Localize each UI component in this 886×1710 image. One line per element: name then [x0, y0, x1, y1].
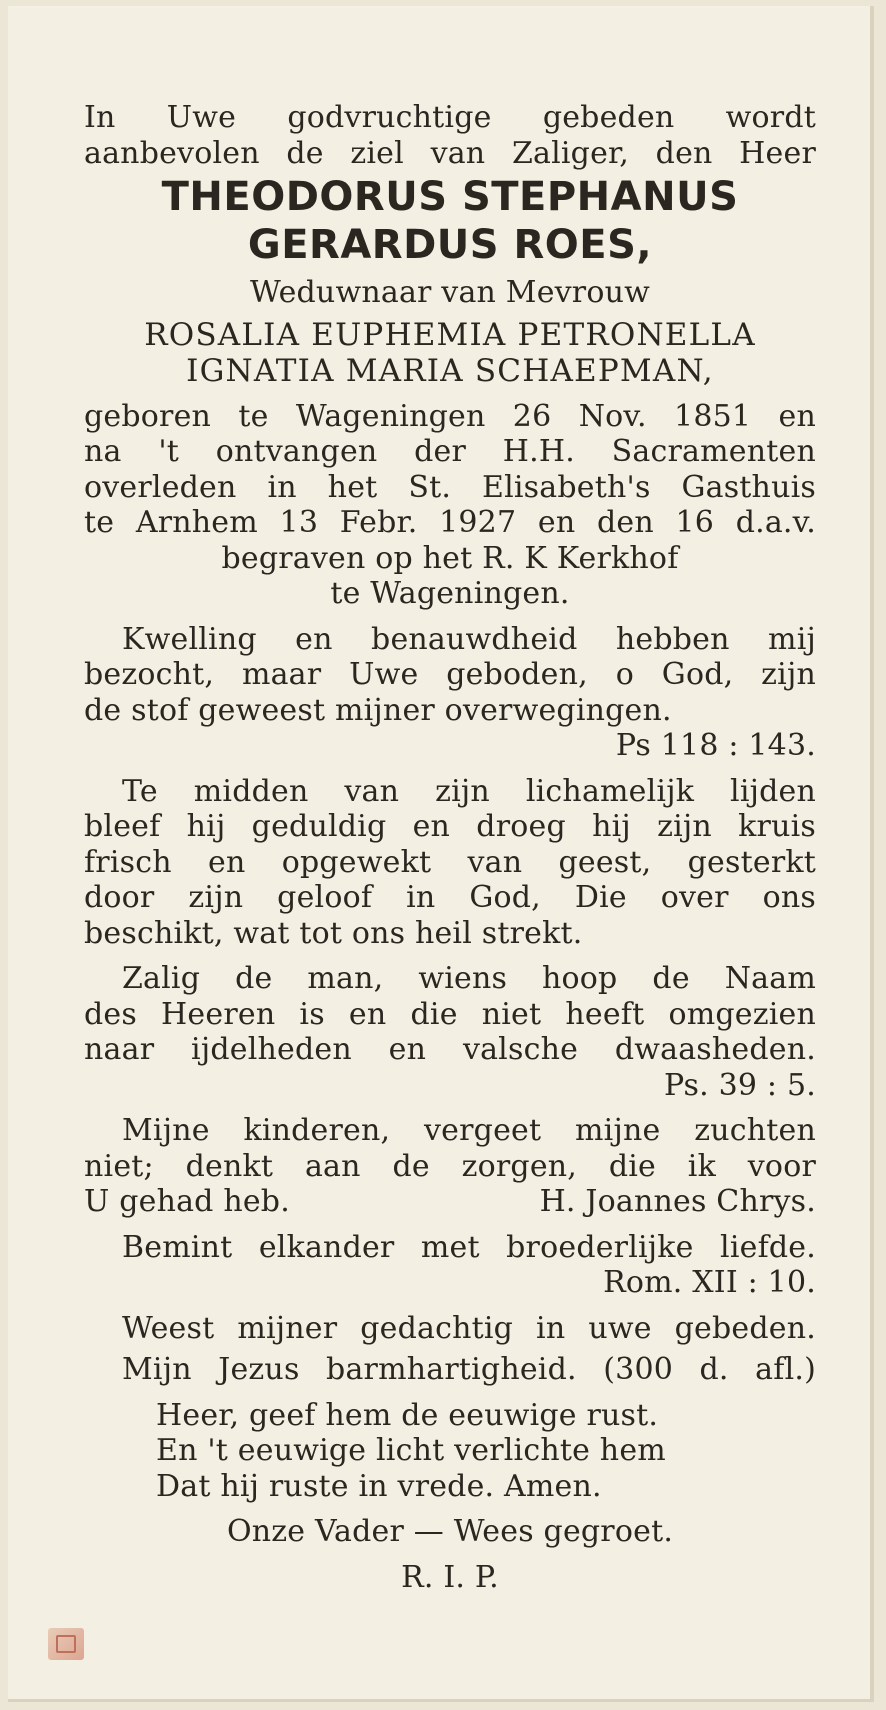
- verse-line: Bemint elkander met broederlijke liefde.: [122, 1229, 816, 1265]
- prayer-line: Mijn Jezus barmhartigheid. (300 d. afl.): [122, 1352, 816, 1387]
- spouse-name: IGNATIA MARIA SCHAEPMAN,: [186, 352, 714, 389]
- widower-line: Weduwnaar van Mevrouw: [249, 275, 651, 310]
- biography-line: na 't ontvangen der H.H. Sacramenten: [84, 434, 816, 469]
- verse-line: de stof geweest mijner overwegingen.: [84, 692, 672, 728]
- verse-line: Zalig de man, wiens hoop de Naam: [122, 961, 816, 996]
- deceased-name: GERARDUS ROES,: [247, 222, 653, 268]
- poem-line: En 't eeuwige licht verlichte hem: [156, 1433, 666, 1468]
- verse-line: Kwelling en benauwdheid hebben mij: [122, 621, 816, 657]
- paragraph-line: door zijn geloof in God, Die over ons: [84, 880, 816, 915]
- paragraph-line: bleef hij geduldig en droeg hij zijn kruis: [84, 809, 816, 844]
- verse-last-row: [84, 1184, 816, 1220]
- biography-line: te Wageningen.: [330, 576, 570, 611]
- biography-line: overleden in het St. Elisabeth's Gasthuis: [84, 469, 816, 505]
- poem-line: Heer, geef hem de eeuwige rust.: [156, 1397, 659, 1433]
- intro-line: aanbevolen de ziel van Zaliger, den Heer: [84, 135, 816, 171]
- closing-line: Onze Vader — Wees gegroet.: [226, 1514, 674, 1549]
- verse-line: Mijne kinderen, vergeet mijne zuchten: [122, 1113, 816, 1148]
- poem-line: Dat hij ruste in vrede. Amen.: [156, 1468, 602, 1504]
- biography-line: geboren te Wageningen 26 Nov. 1851 en: [84, 398, 816, 434]
- card-text: [84, 100, 816, 1595]
- biography-line: te Arnhem 13 Febr. 1927 en den 16 d.a.v.: [84, 505, 816, 540]
- verse-line: naar ijdelheden en valsche dwaasheden.: [84, 1032, 816, 1067]
- biography-line: begraven op het R. K Kerkhof: [221, 540, 679, 576]
- rip-line: R. I. P.: [401, 1559, 499, 1595]
- verse-source: Ps. 39 : 5.: [663, 1067, 816, 1103]
- memorial-card: [8, 6, 874, 1702]
- deceased-name: THEODORUS STEPHANUS: [161, 174, 739, 220]
- spouse-name: ROSALIA EUPHEMIA PETRONELLA: [144, 316, 756, 353]
- paragraph-line: Te midden van zijn lichamelijk lijden: [122, 773, 816, 809]
- verse-line: U gehad heb.: [84, 1184, 290, 1219]
- verse-source: Rom. XII : 10.: [603, 1265, 816, 1300]
- verse-source: Ps 118 : 143.: [615, 728, 816, 763]
- verse-line: des Heeren is en die niet heeft omgezien: [84, 996, 816, 1032]
- intro-line: In Uwe godvruchtige gebeden wordt: [84, 100, 816, 135]
- paragraph-line: beschikt, wat tot ons heil strekt.: [84, 915, 583, 951]
- watermark-logo-icon: [48, 1628, 84, 1660]
- verse-source: H. Joannes Chrys.: [539, 1184, 816, 1219]
- verse-line: bezocht, maar Uwe geboden, o God, zijn: [84, 657, 816, 692]
- request-line: Weest mijner gedachtig in uwe gebeden.: [122, 1310, 816, 1346]
- verse-line: niet; denkt aan de zorgen, die ik voor: [84, 1148, 816, 1184]
- paragraph-line: frisch en opgewekt van geest, gesterkt: [84, 844, 816, 880]
